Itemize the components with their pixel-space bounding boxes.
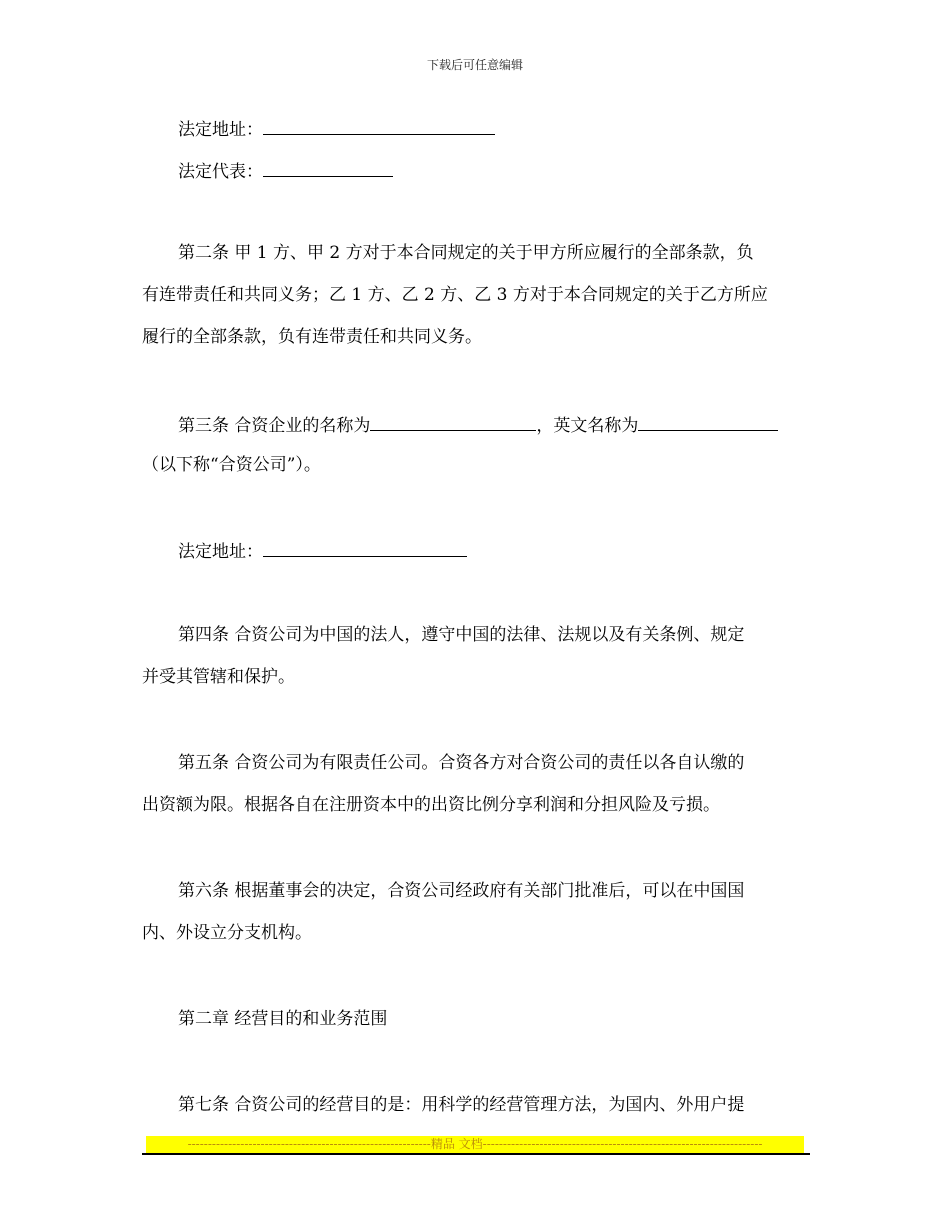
header-note: 下载后可任意编辑 bbox=[426, 58, 523, 72]
legal-rep-label: 法定代表： bbox=[178, 162, 263, 182]
footer-banner: ------------------------------------------------------------精品 文档--------------------------------------------------------------------- bbox=[146, 1136, 804, 1153]
english-name-blank bbox=[638, 412, 778, 431]
chapter-2-heading: 第二章 经营目的和业务范围 bbox=[178, 1009, 388, 1029]
legal-rep-line bbox=[178, 158, 848, 183]
article-6-line-2: 内、外设立分支机构。 bbox=[142, 923, 312, 943]
legal-address-blank-2 bbox=[263, 538, 467, 557]
article-5-line-2: 出资额为限。根据各自在注册资本中的出资比例分享利润和分担风险及亏损。 bbox=[142, 795, 720, 815]
company-name-blank bbox=[370, 412, 536, 431]
legal-address-blank bbox=[263, 116, 495, 135]
article-3-text-b: ，英文名称为 bbox=[536, 416, 639, 436]
article-4-line-2: 并受其管辖和保护。 bbox=[142, 667, 295, 687]
article-4-line-1: 第四条 合资公司为中国的法人，遵守中国的法律、法规以及有关条例、规定 bbox=[178, 625, 745, 645]
legal-address-line-2 bbox=[178, 538, 848, 563]
legal-address-label: 法定地址： bbox=[178, 120, 263, 140]
article-5-line-1: 第五条 合资公司为有限责任公司。合资各方对合资公司的责任以各自认缴的 bbox=[178, 753, 745, 773]
article-2-line-2: 有连带责任和共同义务；乙 1 方、乙 2 方、乙 3 方对于本合同规定的关于乙方所应 bbox=[142, 285, 768, 305]
article-3-line-2: （以下称“合资公司”）。 bbox=[142, 455, 321, 475]
footer-rule bbox=[142, 1153, 810, 1155]
legal-rep-blank bbox=[263, 158, 393, 177]
article-3-text-a: 第三条 合资企业的名称为 bbox=[178, 416, 371, 436]
article-2-line-1: 第二条 甲 1 方、甲 2 方对于本合同规定的关于甲方所应履行的全部条款，负 bbox=[178, 243, 754, 263]
legal-address-label-2: 法定地址： bbox=[178, 542, 263, 562]
legal-address-line-1 bbox=[178, 116, 848, 141]
article-7-line-1: 第七条 合资公司的经营目的是：用科学的经营管理方法，为国内、外用户提 bbox=[178, 1095, 745, 1115]
article-3-line-1 bbox=[178, 412, 848, 437]
article-6-line-1: 第六条 根据董事会的决定，合资公司经政府有关部门批准后，可以在中国国 bbox=[178, 881, 745, 901]
article-2-line-3: 履行的全部条款，负有连带责任和共同义务。 bbox=[142, 327, 482, 347]
